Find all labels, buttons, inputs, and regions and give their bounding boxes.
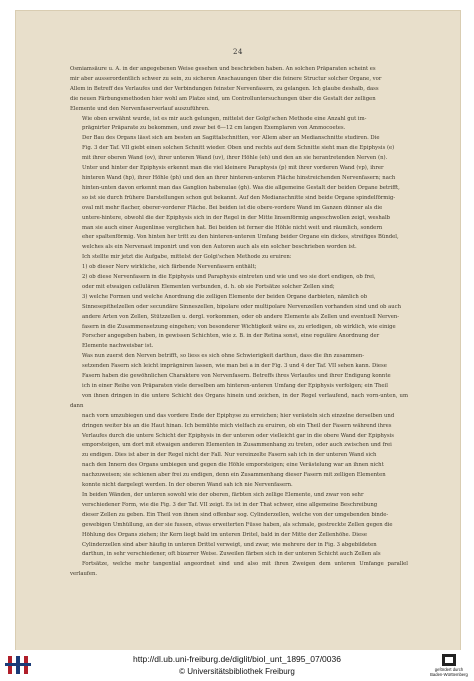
text-line: Fasern haben die gewöhnlichen Charaktere von Nervenfasern. Betreffs ihres Verlaufes und ihrer Endigung konnte xyxy=(82,373,391,380)
text-line: 2) ob diese Nervenfasern in die Epiphysis und Paraphysis eintreten und wie und wo sie dort endigen, ob frei, xyxy=(82,274,376,281)
text-line: dieser Zellen zu geben. Ein Theil von ihnen sind offenbar sog. Cylinderzellen, welche von der umgebenden binde- xyxy=(82,511,389,518)
text-line: ich in einer Reihe von Präparaten viele derselben am hinteren-unteren Umfang der Epiphysis verfolgen; ein Theil xyxy=(82,383,388,389)
copyright-notice: © Universitätsbibliothek Freiburg xyxy=(179,667,295,676)
text-line: prägnirter Präparate zu bekommen, und zwar bei 6—12 cm langen Exemplaren von Ammocoetes. xyxy=(82,125,346,132)
text-line: Elemente und den Nervenfaserverlauf auszuführen. xyxy=(70,105,210,112)
text-line: nachzuweisen; sie schienen aber frei zu endigen, denn ein Zusammenhang dieser Fasern mit zelligen Elementen xyxy=(82,472,386,479)
text-line: die neuen Färbungsmethoden hier wohl am Platze sind, um Controlluntersuchungen über die Gestalt der zelligen xyxy=(70,95,376,102)
body-text xyxy=(70,65,408,580)
text-line: zu endigen. Dies ist aber in der Regel nicht der Fall. Nur vereinzelte Fasern sah ich in der unteren Wand sich xyxy=(82,452,377,459)
paragraph xyxy=(70,65,408,115)
text-line: 1) ob dieser Nerv wirkliche, sich färbende Nervenfasern enthält; xyxy=(82,264,257,271)
text-line: hinteren Wand (hp), ihrer Höhle (ph) und den an ihrer hinteren-unteren Fläche hinstreichenden Nervenfasern; nach xyxy=(82,174,396,181)
text-line: Wie oben erwähnt wurde, ist es mir auch gelungen, mittelst der Golgi'schen Methode eine Anzahl gut im- xyxy=(82,115,367,122)
paragraph xyxy=(70,253,408,263)
paragraph xyxy=(70,491,408,580)
text-line: welches als ein Nervenast imponirt und von den Autoren auch als ein solcher beschrieben worden ist. xyxy=(82,244,357,251)
text-line: man sie auch einer Augenlinse verglichen hat. Bei beiden ist ferner die Höhle nicht weit und räumlich, sondern xyxy=(82,224,383,231)
text-line: verschiedener Form, wie die Fig. 3 der Taf. VII zeigt. Es ist in der That schwer, eine allgemeine Beschreibung xyxy=(82,501,378,508)
text-line: In beiden Wänden, der unteren sowohl wie der oberen, färbten sich zellige Elemente, und zwar von sehr xyxy=(82,491,364,498)
text-line: oval mit mehr flacher, oberer-vorderer Fläche. Bei beiden ist die obere-vordere Wand im Ganzen dünner als die xyxy=(82,204,383,211)
page-url[interactable]: http://dl.ub.uni-freiburg.de/diglit/biol_unt_1895_07/0036 xyxy=(133,654,341,664)
text-line: Forscher angegeben haben, in gewissen Schichten, wie z. B. in der Retina sonst, eine reguläre Anordnung der xyxy=(82,333,380,340)
text-line: Fortsätze, welche mehr tangential angeordnet sind und also mit ihren Zweigen dem unteren Umfange parallel verlaufen. xyxy=(70,561,408,578)
text-line: Was nun zuerst den Nerven betrifft, so liess es sich ohne Schwierigkeit darthun, dass die ihn zusammen- xyxy=(82,353,365,360)
text-line: Höhlung des Organs ziehen; ihr Kern liegt bald im unteren Dritel, bald in der Mitte der Zellenhöhe. Diese xyxy=(82,531,367,538)
text-line: Verlaufes durch die untere Schicht der Epiphysis in der unteren oder vielleicht gar in die obere Wand der Epiphysis xyxy=(82,432,394,439)
funding-logo xyxy=(426,652,472,680)
text-line: setzenden Fasern sich leicht imprägniren lassen, wie man bei a in der Fig. 3 und 4 der Taf. VII sehen kann. Diese xyxy=(82,363,387,370)
text-line: eher spaltenförmig. Von hinten her tritt zu den hinteren-unteren Umfang beider Organe ein dickes, streifiges Bündel, xyxy=(82,234,399,241)
text-line: oder mit etwaigen cellulären Elementen verbunden, d. h. ob sie Fortsätze solcher Zellen sind; xyxy=(82,283,335,290)
paragraph xyxy=(70,134,408,253)
funding-line-1: gefördert durch xyxy=(434,667,464,672)
text-line: emporsteigen, um dort mit etwaigen anderen Elementen in Zusammenhang zu treten, oder auch zwischen und frei xyxy=(82,442,392,449)
text-line: nach den Innern des Organs umbiegen und gegen die Höhle emporsteigen; eine Verästelung war an ihnen nicht xyxy=(82,462,384,469)
text-line: Osmiamsäure u. A. in der angegebenen Weise gesehen und beschrieben haben. An solchen Präparaten scheint es xyxy=(70,66,376,72)
text-line: so ist sie durch frühere Darstellungen schon gut bekannt. Auf den Medianschnitte sind beide Organe spindelförmig- xyxy=(82,194,396,201)
text-line: Elemente nachweisbar ist. xyxy=(82,343,154,350)
text-line: fasern in die Zusammensetzung eingehen; von besonderer Wichtigkeit wäre es, zu erledigen, ob wirklich, wie einige xyxy=(82,323,396,330)
viewer-footer xyxy=(0,650,474,681)
text-line: Fig. 3 der Taf. VII giebt einen solchen Schnitt wieder. Oben und rechts auf dem Schnitte sieht man die Epiphysis (e) xyxy=(82,145,395,152)
text-line: Der Bau des Organs lässt sich am besten an Sagittalschnitten, vor Allem aber an Medianschnitte studiren. Die xyxy=(82,135,380,142)
paragraph xyxy=(70,263,408,273)
text-line: dringen weiter bis an die Haut hinan. Ich bemühte mich vielfach zu eruiren, ob ein Theil der Fasern während ihres xyxy=(82,422,392,429)
document-page xyxy=(15,10,461,670)
text-line: Unter und hinter der Epiphysis erkennt man die viel kleinere Paraphysis (p) mit ihrer vorderen Wand (vp), ihrer xyxy=(82,165,384,172)
text-line: Sinnesepithelzellen oder secundäre Sinneszellen, bipolare oder multipolare Nervenzellen vorhanden sind und ob auch xyxy=(82,303,402,310)
text-line: Allem in Betreff des Verlaufes und der Verbindungen feinster Nervenfasern, zu gelangen. Ich glaube deshalb, dass xyxy=(70,85,379,92)
text-line: von ihnen dringen in die untere Schicht des Organs hinein und zeichen, in der Regel verlaufend, nach vorn-unten, um dann xyxy=(70,392,408,409)
text-line: mir aber ausserordentlich schwer zu sein, zu sicheren Anschauungen über die feinere Structur solcher Organe, vor xyxy=(70,75,382,82)
paragraph xyxy=(70,352,408,491)
paragraph xyxy=(70,273,408,293)
paragraph xyxy=(70,293,408,352)
text-line: konnte nicht dargelegt werden. In der oberen Wand sah ich nie Nervenfasern. xyxy=(82,482,293,489)
text-line: gewebigen Umhüllung, an der sie fussen, etwas erweiterten Füsse haben, als schmale, gestreckte Zellen gegen die xyxy=(82,521,393,528)
text-line: untere-hintere, obwohl die der Epiphysis sich in der Regel in der Mitte linsenförmig angeschwollen zeigt, weshalb xyxy=(82,214,391,221)
text-line: andere Arten von Zellen, Stützzellen u. dergl. vorkommen, oder ob andere Elemente als Zellen und eventuell Nerven- xyxy=(82,313,400,320)
page-number: 24 xyxy=(233,48,243,56)
text-line: 3) welche Formen und welche Anordnung die zelligen Elemente der beiden Organe darbieten, nämlich ob xyxy=(82,293,368,300)
text-line: mit ihrer oberen Wand (ov), ihrer unteren Wand (uv), ihrer Höhle (eh) und den an sie herantretenden Nerven (n). xyxy=(82,155,388,162)
text-line: darthun, in sehr verschiedener, oft bizarrer Weise. Zuweilen färben sich in der unteren Schicht auch Zellen als xyxy=(82,551,381,558)
text-line: hinten-unten davon erkennt man das Ganglion habenulae (gh). Was die allgemeine Gestalt der beiden Organe betrifft, xyxy=(82,184,400,191)
funding-line-2: Baden-Württemberg xyxy=(430,672,468,677)
text-line: Cylinderzellen sind aber häufig in unteren Drittel verweigt, und zwar, wie mehrere der in Fig. 3 abgebildeten xyxy=(82,541,377,548)
text-line: nach vorn umzubiegen und das vordere Ende der Epiphyse zu erreichen; hier verästeln sich einzelne derselben und xyxy=(82,412,395,419)
funding-logo-caption xyxy=(426,667,472,677)
paragraph xyxy=(70,115,408,135)
text-line: Ich stellte mir jetzt die Aufgabe, mittelst der Golgi'schen Methode zu eruiren: xyxy=(82,254,292,261)
